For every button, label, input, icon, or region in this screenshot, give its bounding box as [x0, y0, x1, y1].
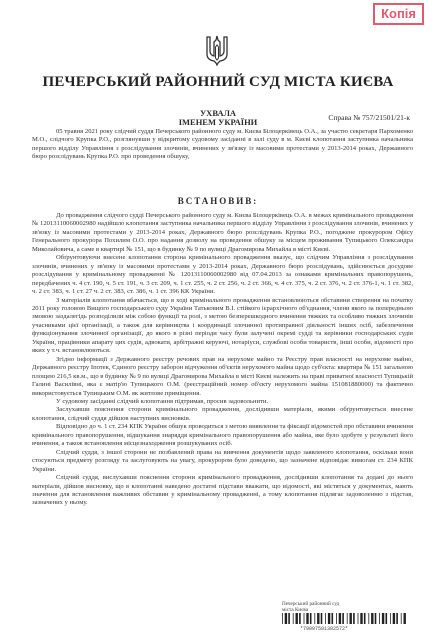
barcode-bar: [368, 613, 369, 624]
barcode-bar: [282, 613, 283, 624]
barcode-bar: [364, 613, 366, 624]
trident-emblem-icon: [204, 34, 230, 66]
document-subtitle: ІМЕНЕМ УКРАЇНИ: [178, 117, 258, 127]
barcode-bar: [314, 613, 315, 624]
barcode-bar: [350, 613, 352, 624]
barcode-bar: [342, 613, 344, 624]
intro-paragraph: [32, 128, 413, 162]
barcode-bar: [379, 613, 380, 624]
barcode-bar: [404, 613, 406, 624]
barcode-bar: [332, 613, 334, 624]
barcode-bar: [310, 613, 312, 624]
barcode-bar: [296, 613, 298, 624]
barcode-bar: [353, 613, 355, 624]
barcode-bar: [339, 613, 341, 624]
barcode-bar: [386, 613, 388, 624]
court-name: ПЕЧЕРСЬКИЙ РАЙОННИЙ СУД МІСТА КИЄВА: [42, 74, 394, 90]
barcode-bar: [306, 613, 308, 624]
body-paragraph: Слідчий суддя, з іншої сторони не позбавлений права на вивчення документів щодо заявленого клопотання, оскільки вони стосуються предмету розгляду та заслуговують на увагу, прокурором було доведено, що зазначене відповідає вимогам ст. 234 КПК України.: [32, 448, 413, 473]
barcode-bar: [401, 613, 402, 624]
body-paragraph: Заслухавши пояснення сторони кримінального провадження, дослідивши матеріали, якими обґрунтовується внесене клопотання, слідчий суддя дійшов наступних висновків.: [32, 406, 413, 422]
body-paragraph: З матеріалів клопотання вбачається, що в ході кримінального провадження встановлюються обставини створення на початку 2011 року головою Вищого господарського суду України Татьковим В.І. стійкого ієрархічного об'єднання, члени якого за попередньою змовою заздалегідь розподілили між собою функції та ролі, з метою безперешкодного вчинення тяжких та особливо тяжких злочинів учасниками цієї організації, а також для керівництва і координації злочинної протиправної діяльності інших осіб, забезпечення функціонування злочинної організації, до якого в різні періоди часу були залучені окремі судді та керівники господарських судів України, працівники апарату цих судів, адвокати, арбітражні керуючі, нотаріуси, службові особи товариств, інші особи, відомості про яких у т.ч. встановлюються.: [32, 296, 413, 355]
barcode-bar: [328, 613, 330, 624]
barcode-bar: [375, 613, 377, 624]
barcode-bar: [371, 613, 373, 624]
body-paragraph: Обґрунтовуючи внесене клопотання сторона кримінального провадження вказує, що слідчим Управління з розслідування злочинів, вчинених у зв'язку із масовими протестами у 2013-2014 роках, Державного бюро розслідувань, здійснюється досудове розслідування у кримінальному провадженні № 12013110060002980 від 07.04.2013 за ознаками кримінальних правопорушень, передбачених ч. 4 ст. 190, ч. 5 ст. 191, ч. 3 ст. 209, ч. 1 ст. 255, ч. 2 ст. 256, ч. 2 ст. 366, ч. 4 ст. 375, ч. 2 ст. 376, ч. 2 ст. 376-1, ч. 1 ст. 382, ч. 2 ст. 383, ч. 1 ст. 27 ч. 2 ст. 383, ст. 386, ч. 1 ст. 396 КК України.: [32, 254, 413, 296]
body-paragraph: Відповідно до ч. 1 ст. 234 КПК України обшук проводиться з метою виявлення та фіксації відомостей про обставини вчинення кримінального правопорушення, відшукання знаряддя кримінального правопорушення або майна, яке було здобуте у результаті його вчинення, а також встановлення місцезнаходження розшукуваних осіб.: [32, 423, 413, 448]
document-body: [32, 212, 413, 508]
court-signature-block: [282, 601, 339, 613]
barcode-bar: [336, 613, 337, 624]
barcode-bar: [390, 613, 391, 624]
barcode-bar: [288, 613, 290, 624]
barcode-bar: [299, 613, 301, 624]
copy-stamp: Копія: [373, 3, 424, 25]
document-title: УХВАЛА: [199, 108, 237, 118]
barcode-bar: [347, 613, 348, 624]
barcode-number: *79097501302572*: [300, 626, 349, 632]
barcode-bar: [293, 613, 294, 624]
barcode-bar: [285, 613, 287, 624]
barcode: [282, 613, 406, 624]
barcode-bar: [325, 613, 326, 624]
signature-sub: міста Києва: [282, 607, 309, 613]
intro-text: 05 травня 2021 року слідчий суддя Печерського районного суду м. Києва Білоцерківець О.А., за участю секретаря Пархоменко М.О., слідчого Крупка Р.О., розглянувши у відкритому судовому засіданні в залі суду в м. Києві клопотання заступника начальника першого відділу Управління з розслідування злочинів, вчинених у зв'язку із масовими протестами у 2013-2014 роках, Державного бюро розслідувань Крупка Р.О. про проведення обшуку,: [32, 128, 413, 161]
case-number: Справа № 757/21501/21-к: [328, 113, 410, 122]
signature-label: Печерський районний суд: [282, 601, 340, 607]
body-paragraph: Слідчий суддя, вислухавши пояснення сторони кримінального провадження, дослідивши клопотання та додані до нього матеріали, дійшов висновку, що в клопотанні наведено достатні підстави вважати, що відомості, які містяться у документах, мають значення для встановлення важливих обставин у кримінальному провадженні, а тому клопотання підлягає задоволенню з підстав, зазначених у ньому.: [32, 474, 413, 507]
barcode-bar: [360, 613, 362, 624]
barcode-bar: [317, 613, 319, 624]
barcode-bar: [358, 613, 359, 624]
barcode-bar: [393, 613, 395, 624]
barcode-bar: [304, 613, 305, 624]
body-paragraph: До провадження слідчого судді Печерського районного суду м. Києва Білоцерківець О.А. в межах кримінального провадження № 12013110060002980 надійшло клопотання заступника начальника першого відділу Управління з розслідування злочинів, вчинених у зв'язку із масовими протестами у 2013-2014 роках, Державного бюро розслідувань Крупка Р.О., погоджене прокурором Офісу Генерального прокурора Похилим О.О. про надання дозволу на проведення обшуку за місцем проживання Тупицького Олександра Миколайовича, а саме в квартирі № 151, що в будинку № 9 по вулиці Драгомирова Михайла в місті Києві.: [32, 212, 413, 253]
barcode-bar: [396, 613, 398, 624]
section-heading: ВСТАНОВИВ:: [177, 196, 259, 206]
body-paragraph: У судовому засіданні слідчий клопотання підтримав, просив задовольнити.: [56, 397, 269, 405]
barcode-bar: [321, 613, 323, 624]
body-paragraph: Згідно інформації з Державного реєстру речових прав на нерухоме майно та Реєстру прав власності на нерухоме майно, Державного реєстру Іпотек, Єдиного реєстру заборон відчуження об'єктів нерухомого майна щодо суб'єкта: квартира № 151 загальною площею 216,5 кв.м., що в будинку № 9 по вулиці Драгомирова Михайла в місті Києві належить на праві приватної власності Тупицькій Галині Василівні, яка є матір'ю Тупицького О.М. (реєстраційний номер об'єкту нерухомого майна 151081880000) та фактично використовується Тупицьким О.М. як житлове приміщення.: [32, 355, 413, 397]
barcode-bar: [382, 613, 384, 624]
